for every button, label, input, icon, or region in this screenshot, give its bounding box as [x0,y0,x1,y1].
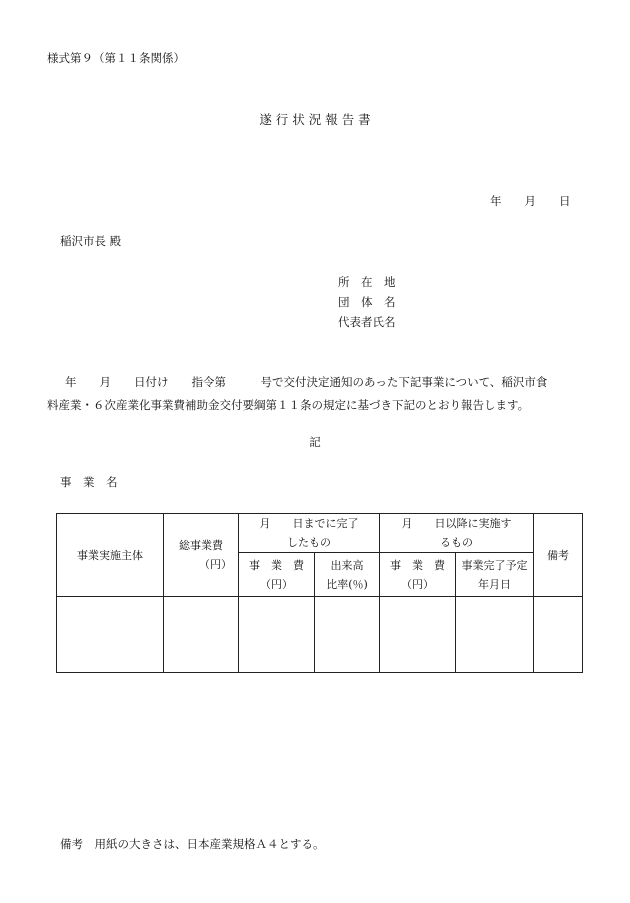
header-remarks: 備考 [534,514,583,597]
sender-representative-label: 代表者氏名 [338,315,396,329]
header-cost-after: 事 業 費 （円） [380,553,456,597]
date-line: 年 月 日 [490,194,571,208]
header-completed-group: 月 日までに完了 したもの [239,514,380,553]
body-text-line-2: 料産業・６次産業化事業費補助金交付要綱第１１条の規定に基づき下記のとおり報告します。 [47,398,530,412]
cell-completion-date[interactable] [456,597,534,673]
table-row [57,597,583,673]
sender-address-label: 所 在 地 [338,275,396,289]
cell-entity[interactable] [57,597,164,673]
cell-remarks[interactable] [534,597,583,673]
header-completion-date: 事業完了予定 年月日 [456,553,534,597]
ki-heading: 記 [309,435,321,449]
header-after-group: 月 日以降に実施す るもの [380,514,534,553]
footnote: 備考 用紙の大きさは、日本産業規格Ａ４とする。 [60,837,325,851]
cell-progress-rate[interactable] [315,597,380,673]
cell-cost-after[interactable] [380,597,456,673]
project-name-label: 事 業 名 [60,475,118,489]
document-title: 遂 行 状 況 報 告 書 [259,112,371,127]
sender-organization-label: 団 体 名 [338,295,396,309]
header-cost-completed: 事 業 費 （円） [239,553,315,597]
body-text-line-1: 年 月 日付け 指令第 号で交付決定通知のあった下記事業について、稲沢市食 [65,375,548,389]
cell-total-cost[interactable] [164,597,239,673]
addressee: 稲沢市長 殿 [60,234,122,248]
header-total-cost: 総事業費 （円） [164,514,239,597]
cell-cost-completed[interactable] [239,597,315,673]
report-table [56,513,583,673]
header-entity: 事業実施主体 [57,514,164,597]
form-label: 様式第９（第１１条関係） [47,51,185,65]
header-progress-rate: 出来高 比率(％) [315,553,380,597]
